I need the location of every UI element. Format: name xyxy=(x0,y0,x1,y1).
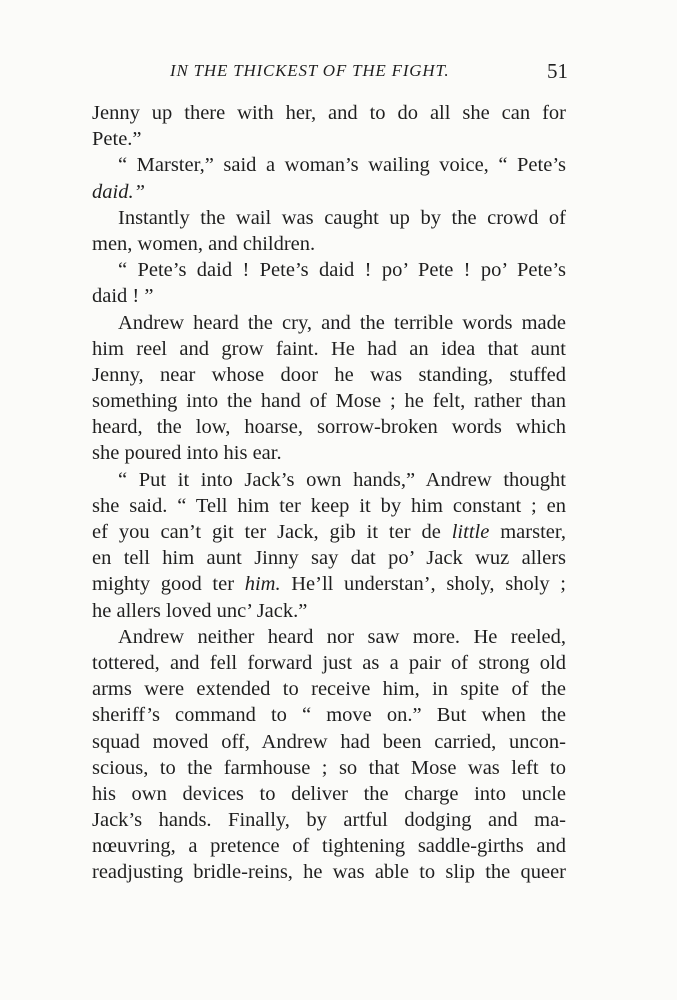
text-line: squad moved off, Andrew had been carried, uncon- xyxy=(92,730,566,753)
text-line: Pete.” xyxy=(92,128,142,151)
text-line: mighty good ter him. He’ll understan’, sholy, sholy ; xyxy=(92,573,566,596)
text-line: en tell him aunt Jinny say dat po’ Jack wuz allers xyxy=(92,547,566,570)
text-line: readjusting bridle-reins, he was able to slip the queer xyxy=(92,861,566,884)
text-line: his own devices to deliver the charge into uncle xyxy=(92,782,566,805)
page-number: 51 xyxy=(547,59,568,83)
text-line: he allers loved unc’ Jack.” xyxy=(92,599,308,622)
text-line: “ Put it into Jack’s own hands,” Andrew thought xyxy=(118,468,566,491)
text-line: something into the hand of Mose ; he felt, rather than xyxy=(92,390,566,413)
running-head: IN THE THICKEST OF THE FIGHT. xyxy=(170,61,450,80)
text-line: Jenny, near whose door he was standing, stuffed xyxy=(92,363,566,386)
page-header xyxy=(170,58,570,84)
text-line: Jenny up there with her, and to do all she can for xyxy=(92,102,566,124)
text-line: men, women, and children. xyxy=(92,232,316,255)
text-line: him reel and grow faint. He had an idea that aunt xyxy=(92,337,566,360)
text-line: daid.” xyxy=(92,180,145,203)
text-line: Jack’s hands. Finally, by artful dodging and ma- xyxy=(92,809,566,832)
text-line: “ Pete’s daid ! Pete’s daid ! po’ Pete ! po’ Pete’s xyxy=(118,259,566,282)
text-line: arms were extended to receive him, in spite of the xyxy=(92,678,566,701)
text-line: scious, to the farmhouse ; so that Mose was left to xyxy=(92,756,566,779)
text-line: she poured into his ear. xyxy=(92,442,282,465)
text-line: Instantly the wail was caught up by the crowd of xyxy=(118,206,566,229)
text-line: “ Marster,” said a woman’s wailing voice, “ Pete’s xyxy=(118,154,566,177)
text-line: nœuvring, a pretence of tightening saddle-girths and xyxy=(92,835,566,858)
text-line: ef you can’t git ter Jack, gib it ter de little marster, xyxy=(92,521,566,543)
text-line: heard, the low, hoarse, sorrow-broken words which xyxy=(92,416,566,439)
body-text xyxy=(92,100,566,886)
text-line: Andrew neither heard nor saw more. He reeled, xyxy=(118,625,566,648)
text-line: daid ! ” xyxy=(92,285,154,308)
text-line: sheriff’s command to “ move on.” But when the xyxy=(92,704,566,727)
text-line: she said. “ Tell him ter keep it by him constant ; en xyxy=(92,494,566,517)
text-line: Andrew heard the cry, and the terrible words made xyxy=(118,311,566,334)
text-line: tottered, and fell forward just as a pair of strong old xyxy=(92,651,566,674)
